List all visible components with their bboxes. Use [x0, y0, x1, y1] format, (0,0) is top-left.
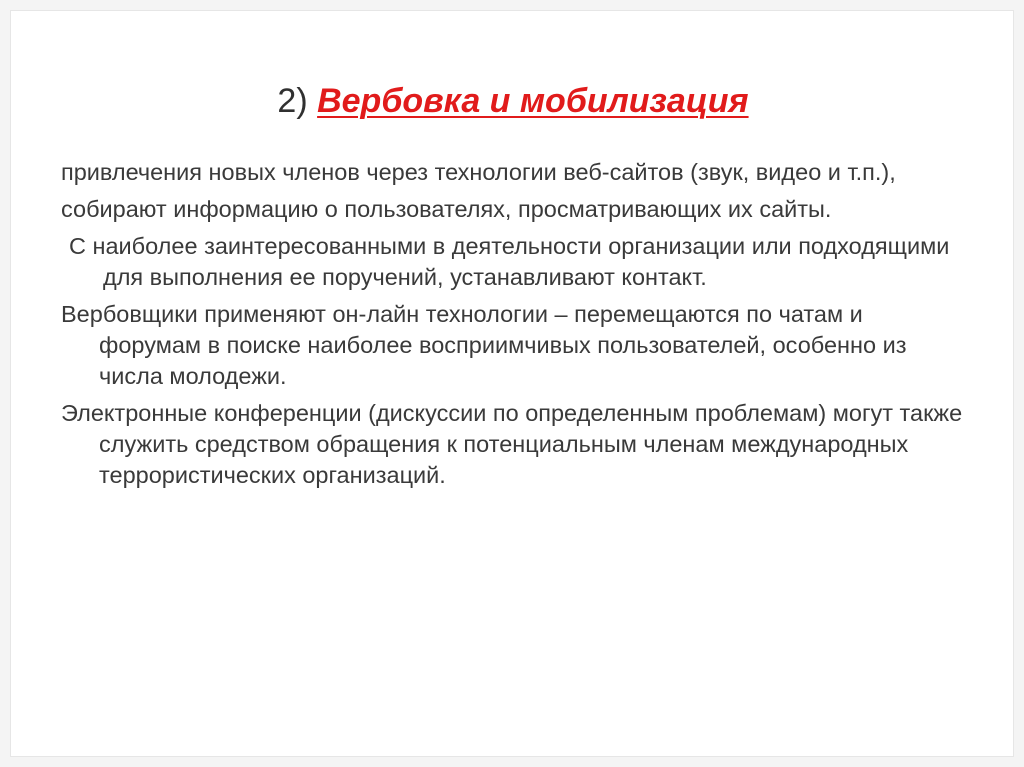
slide-body	[61, 157, 966, 497]
body-paragraph: собирают информацию о пользователях, просматривающих их сайты.	[61, 196, 832, 222]
body-paragraph: С наиболее заинтересованными в деятельности организации или подходящими для выполнения ее поручений, устанавливают контакт.	[69, 233, 950, 290]
body-paragraph: Вербовщики применяют он-лайн технологии – перемещаются по чатам и форумам в поиске наиболее восприимчивых пользователей, особенно из числа молодежи.	[61, 301, 907, 389]
title-text: Вербовка и мобилизация	[317, 82, 749, 120]
title-number: 2)	[277, 82, 308, 120]
body-paragraph: Электронные конференции (дискуссии по определенным проблемам) могут также служить средством обращения к потенциальным членам международных террористических организаций.	[61, 400, 963, 488]
slide	[10, 10, 1014, 757]
body-paragraph: привлечения новых членов через технологии веб-сайтов (звук, видео и т.п.),	[61, 159, 896, 185]
slide-title	[11, 79, 1015, 123]
